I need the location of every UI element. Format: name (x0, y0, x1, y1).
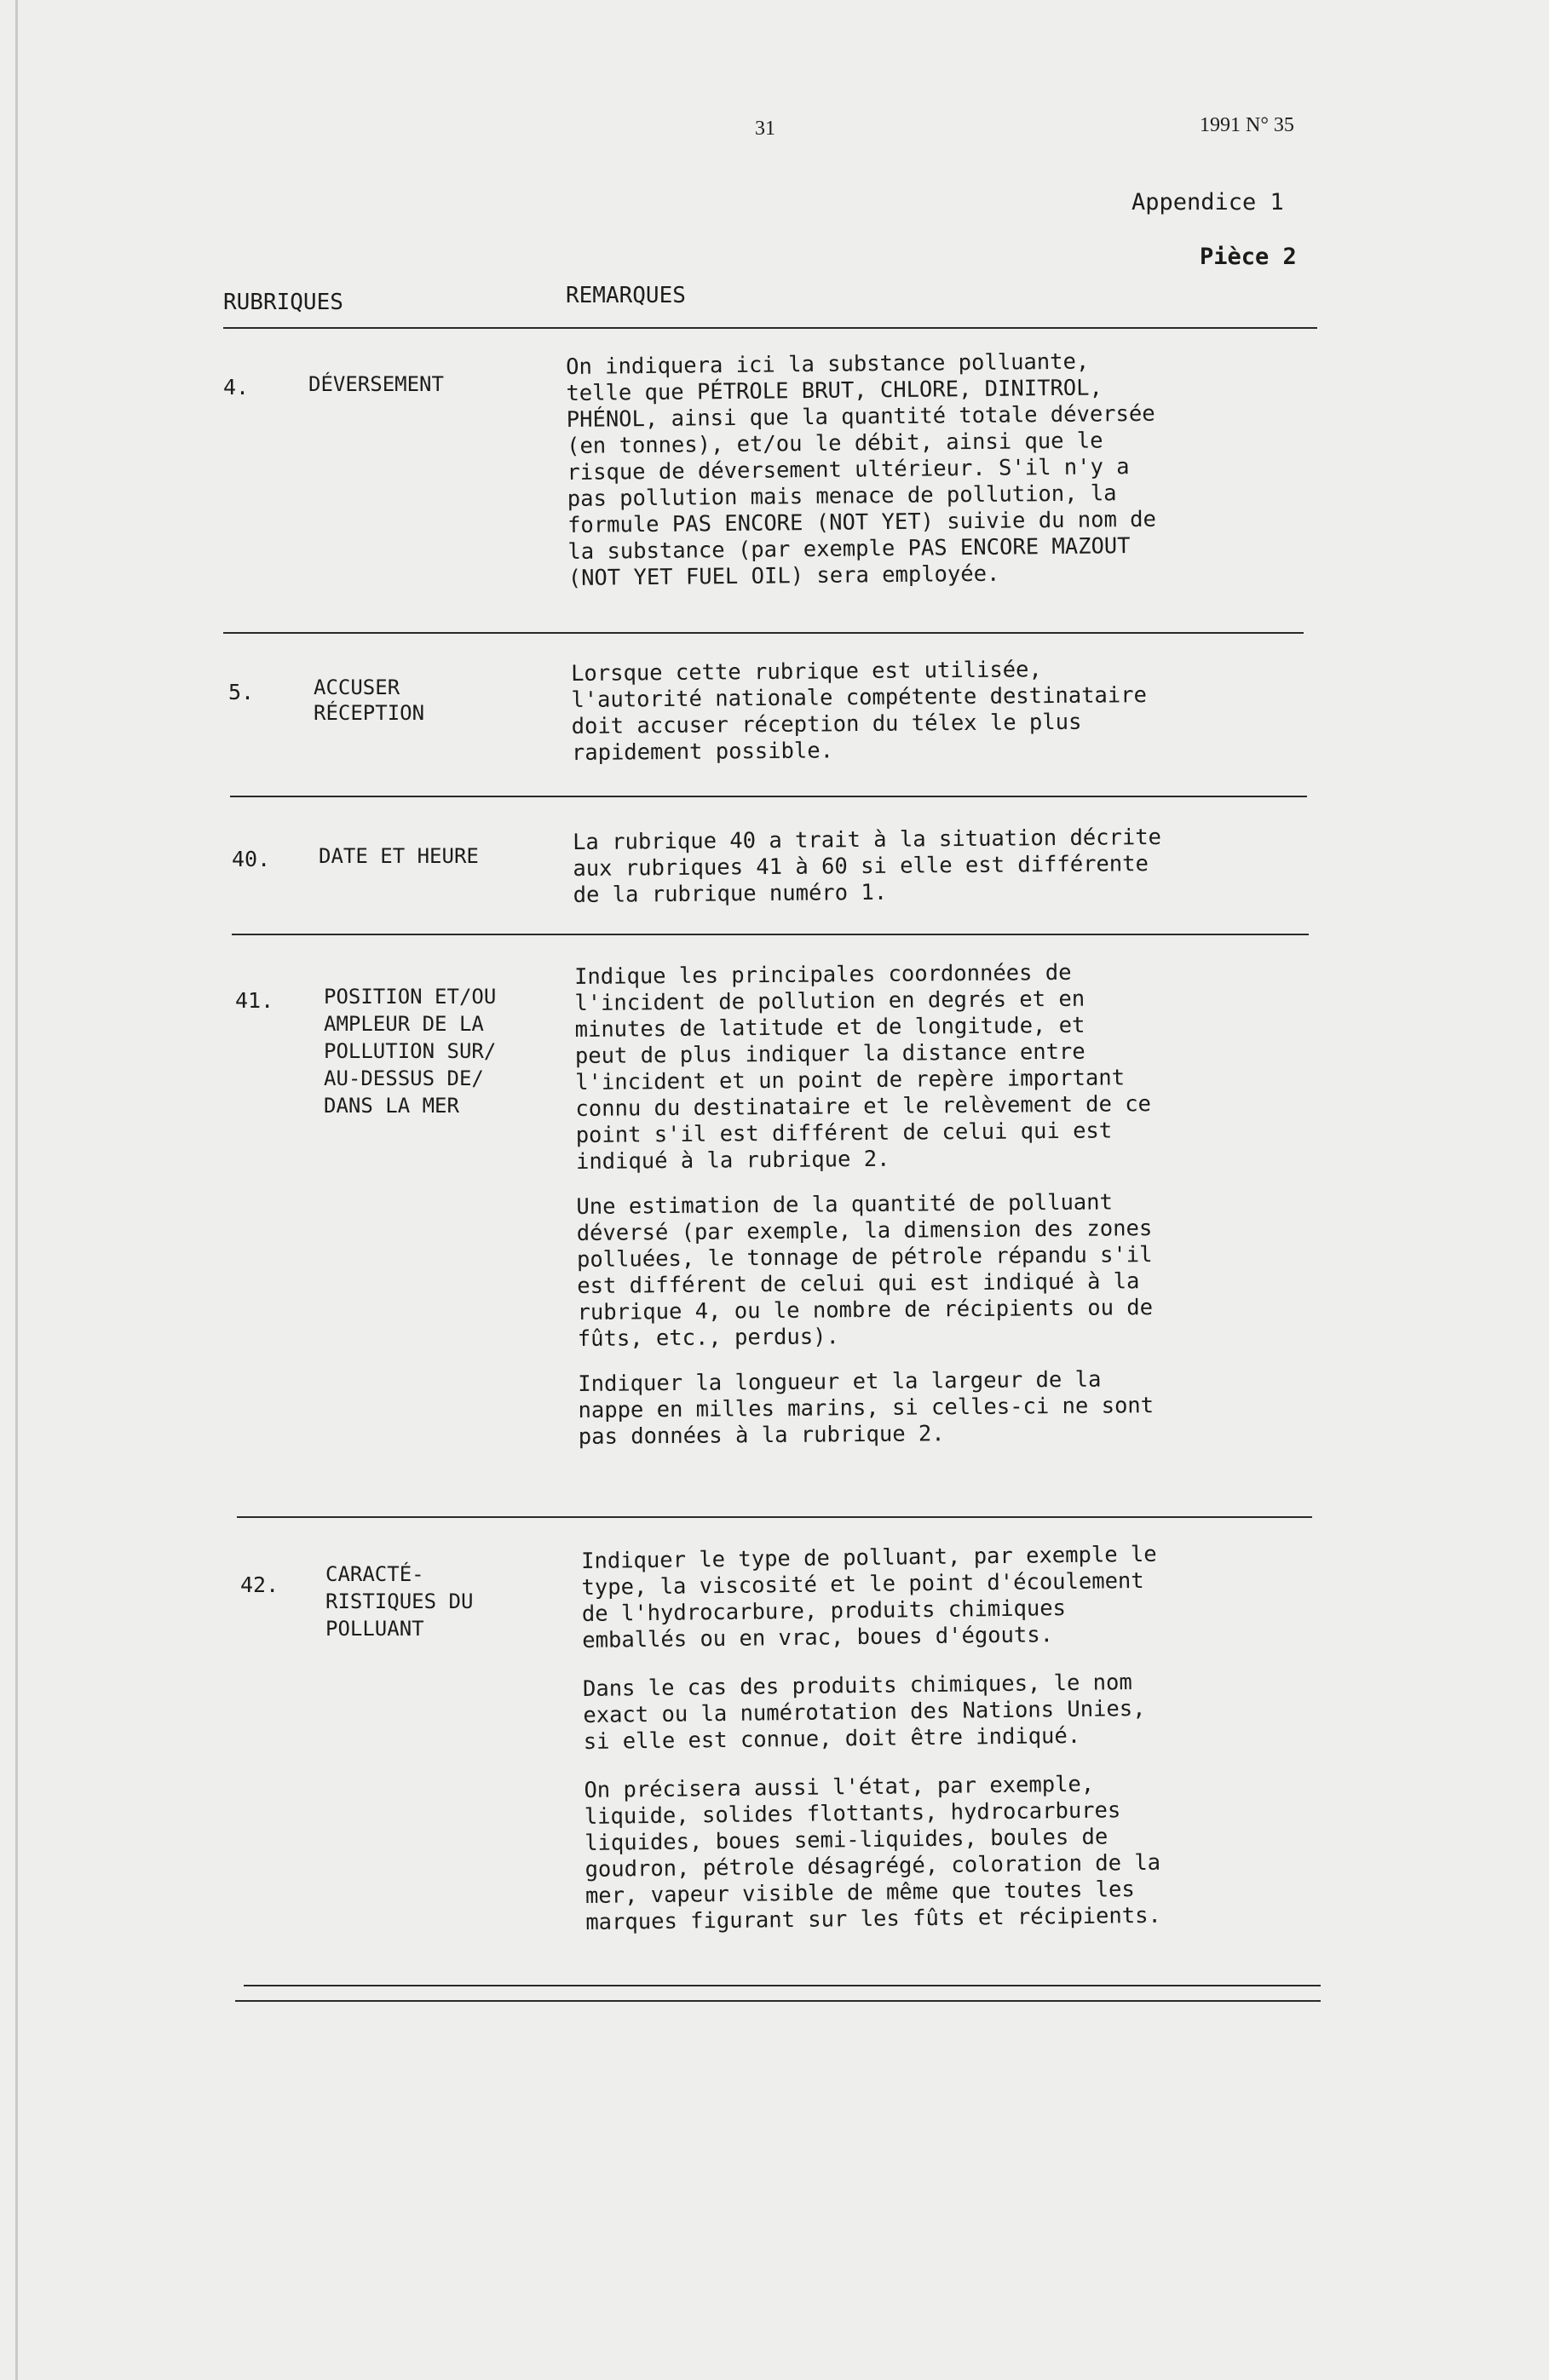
row-remarks: La rubrique 40 a trait à la situation décrite aux rubriques 41 à 60 si elle est différente de la rubrique numéro 1. (573, 824, 1162, 908)
column-header-rubriques: RUBRIQUES (223, 290, 343, 315)
row-label: CARACTÉ- RISTIQUES DU POLLUANT (325, 1562, 474, 1641)
row-label: ACCUSER RÉCEPTION (314, 675, 425, 725)
row-number: 40. (232, 847, 271, 871)
piece-label: Pièce 2 (1200, 244, 1297, 270)
header-rule (223, 327, 1317, 329)
column-header-remarques: REMARQUES (566, 283, 686, 308)
row-remarks: Lorsque cette rubrique est utilisée, l'autorité nationale compétente destinataire doit accuser réception du télex le plus rapidement possible. (571, 657, 1148, 766)
remark-paragraph: On précisera aussi l'état, par exemple, liquide, solides flottants, hydrocarbures liquides, boues semi-liquides, boules de goudron, pétrole désagrégé, coloration de la mer, vapeur visible de même que toutes les marques figurant sur les fûts et récipients. (584, 1771, 1162, 1935)
row-number: 41. (235, 988, 274, 1013)
row-remarks: On indiquera ici la substance polluante, telle que PÉTROLE BRUT, CHLORE, DINITROL, PHÉNOL, ainsi que la quantité totale déversée (en tonnes), et/ou le débit, ainsi que le risque de déversement ultérieur. S'il n'y a pas pollution mais menace de pollution, la formule PAS ENCORE (NOT YET) suivie du nom de la substance (par exemple PAS ENCORE MAZOUT (NOT YET FUEL OIL) sera employée. (566, 348, 1157, 591)
row-label: POSITION ET/OU AMPLEUR DE LA POLLUTION SUR/ AU-DESSUS DE/ DANS LA MER (324, 985, 497, 1118)
page-number: 31 (755, 118, 775, 140)
table-bottom-rule (235, 2000, 1321, 2002)
row-divider (223, 632, 1304, 634)
row-number: 4. (223, 375, 250, 400)
appendix-label: Appendice 1 (1132, 189, 1284, 216)
doc-reference: 1991 N° 35 (1200, 114, 1294, 136)
remark-paragraph: Indique les principales coordonnées de l'incident de pollution en degrés et en minutes de latitude et de longitude, et peut de plus indiquer la distance entre l'incident et un point de repère important connu du destinataire et le relèvement de ce point s'il est différent de celui qui est indiqué à la rubrique 2. (574, 959, 1152, 1175)
row-divider (232, 934, 1309, 935)
row-label: DATE ET HEURE (319, 844, 479, 868)
row-number: 5. (228, 680, 255, 704)
remark-paragraph: Une estimation de la quantité de polluant déversé (par exemple, la dimension des zones polluées, le tonnage de pétrole répandu s'il est différent de celui qui est indiqué à la rubrique 4, ou le nombre de récipients ou de fûts, etc., perdus). (576, 1189, 1154, 1352)
remark-paragraph: Indiquer la longueur et la largeur de la nappe en milles marins, si celles-ci ne sont pas données à la rubrique 2. (578, 1366, 1155, 1450)
remark-paragraph: Indiquer le type de polluant, par exemple le type, la viscosité et le point d'écoulement de l'hydrocarbure, produits chimiques emballés ou en vrac, boues d'égouts. (581, 1541, 1157, 1653)
row-number: 42. (240, 1572, 279, 1597)
remark-paragraph: Dans le cas des produits chimiques, le nom exact ou la numérotation des Nations Unies, si elle est connue, doit être indiqué. (582, 1670, 1146, 1755)
row-remarks (581, 1542, 1161, 1936)
row-label: DÉVERSEMENT (308, 372, 444, 396)
row-divider (230, 796, 1307, 797)
page-edge (15, 0, 18, 2380)
row-divider (244, 1985, 1321, 1986)
row-divider (237, 1516, 1312, 1518)
row-remarks (574, 959, 1154, 1451)
